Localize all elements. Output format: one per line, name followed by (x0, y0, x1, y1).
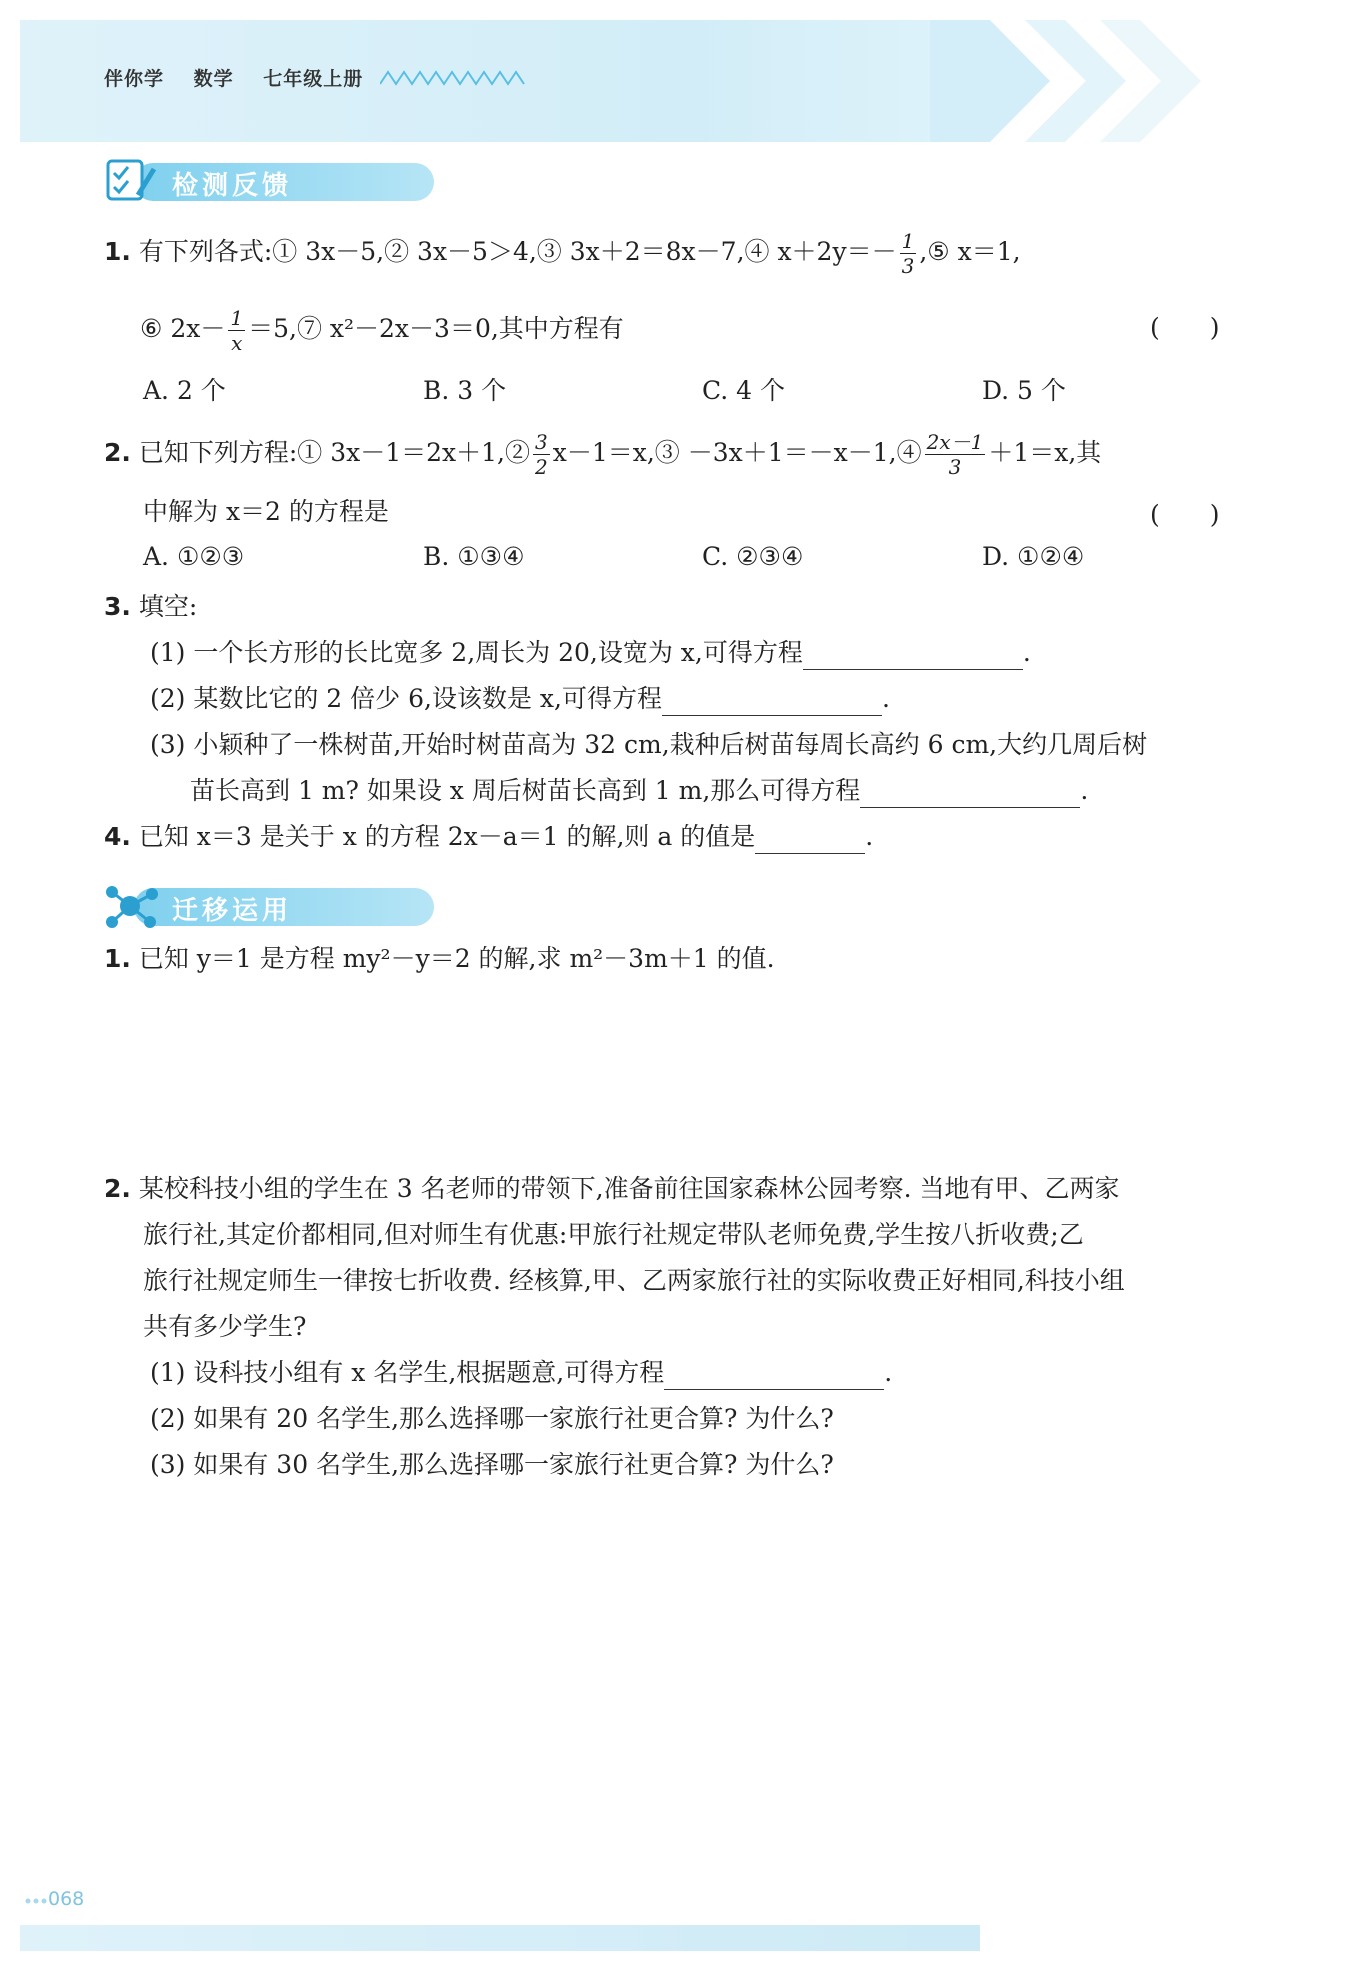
fraction: $\frac{3}{2}$ (535, 430, 548, 479)
page-number: 068 (48, 1888, 85, 1910)
question-1-line-2: ⑥ 2x－ $\frac{1}{x}$ ＝5,⑦ x²－2x－3＝0,其中方程有 (140, 306, 624, 355)
option-c: C. ②③④ (702, 542, 804, 571)
section-banner-check (102, 155, 442, 207)
answer-bracket: ( ) (1150, 500, 1220, 529)
transfer-question-2-sub-1: (1) 设科技小组有 x 名学生,根据题意,可得方程 . (150, 1356, 892, 1390)
transfer-question-2-line-1: 2. 某校科技小组的学生在 3 名老师的带领下,准备前往国家森林公园考察. 当地有甲、乙两家 (104, 1174, 1120, 1203)
transfer-question-2-sub-2: (2) 如果有 20 名学生,那么选择哪一家旅行社更合算? 为什么? (150, 1404, 834, 1433)
option-d: D. ①②④ (982, 542, 1085, 571)
question-3-item-2: (2) 某数比它的 2 倍少 6,设该数是 x,可得方程 . (150, 682, 890, 716)
answer-blank (860, 781, 1080, 808)
answer-bracket: ( ) (1150, 313, 1220, 342)
answer-blank (664, 1363, 884, 1390)
answer-blank (755, 827, 865, 854)
question-2-line-1: 2. 已知下列方程:① 3x－1＝2x＋1,② $\frac{3}{2}$ x－1＝x,③ －3x＋1＝－x－1,④ $\frac{2x-1}{3}$ ＋1＝x,其 (104, 430, 1102, 479)
section-banner-transfer (102, 880, 442, 932)
option-b: B. ①③④ (423, 542, 525, 571)
fraction: $\frac{1}{x}$ (230, 306, 244, 355)
footer-band (20, 1925, 980, 1951)
question-3-title: 3. 填空: (104, 592, 198, 621)
transfer-question-2-line-3: 旅行社规定师生一律按七折收费. 经核算,甲、乙两家旅行社的实际收费正好相同,科技小组 (143, 1266, 1125, 1295)
transfer-question-2-line-4: 共有多少学生? (143, 1312, 307, 1341)
transfer-question-2-line-2: 旅行社,其定价都相同,但对师生有优惠:甲旅行社规定带队老师免费,学生按八折收费;乙 (143, 1220, 1084, 1249)
question-4: 4. 已知 x＝3 是关于 x 的方程 2x－a＝1 的解,则 a 的值是 . (104, 820, 873, 854)
option-d: D. 5 个 (982, 376, 1066, 405)
question-3-item-3-cont: 苗长高到 1 m? 如果设 x 周后树苗长高到 1 m,那么可得方程 . (190, 774, 1088, 808)
running-header (104, 64, 385, 91)
molecule-icon (102, 880, 162, 932)
transfer-question-2-sub-3: (3) 如果有 30 名学生,那么选择哪一家旅行社更合算? 为什么? (150, 1450, 834, 1479)
question-3-item-3: (3) 小颖种了一株树苗,开始时树苗高为 32 cm,栽种后树苗每周长高约 6 cm,大约几周后树 (150, 730, 1148, 759)
chevron-decoration-icon (930, 20, 1350, 142)
option-a: A. ①②③ (143, 542, 245, 571)
checklist-icon (102, 155, 162, 207)
section-title: 迁移运用 (172, 896, 293, 926)
transfer-question-1: 1. 已知 y＝1 是方程 my²－y＝2 的解,求 m²－3m＋1 的值. (104, 944, 775, 973)
subject-label: 数学 (193, 68, 234, 90)
question-3-item-1: (1) 一个长方形的长比宽多 2,周长为 20,设宽为 x,可得方程 . (150, 636, 1031, 670)
book-title: 伴你学 (104, 68, 165, 90)
option-a: A. 2 个 (143, 376, 226, 405)
option-b: B. 3 个 (423, 376, 507, 405)
dots-decoration-icon (24, 1896, 48, 1906)
answer-blank (803, 643, 1023, 670)
grade-label: 七年级上册 (263, 68, 364, 90)
option-c: C. 4 个 (702, 376, 785, 405)
fraction: $\frac{2x-1}{3}$ (926, 430, 984, 479)
question-2-line-2: 中解为 x＝2 的方程是 (143, 497, 389, 526)
answer-blank (662, 689, 882, 716)
zigzag-decoration-icon (380, 70, 525, 86)
fraction: $\frac{1}{3}$ (901, 229, 915, 278)
question-1-line-1: 1. 有下列各式:① 3x－5,② 3x－5＞4,③ 3x＋2＝8x－7,④ x＋2y＝－ $\frac{1}{3}$ ,⑤ x＝1, (104, 229, 1021, 278)
section-title: 检测反馈 (172, 171, 293, 201)
